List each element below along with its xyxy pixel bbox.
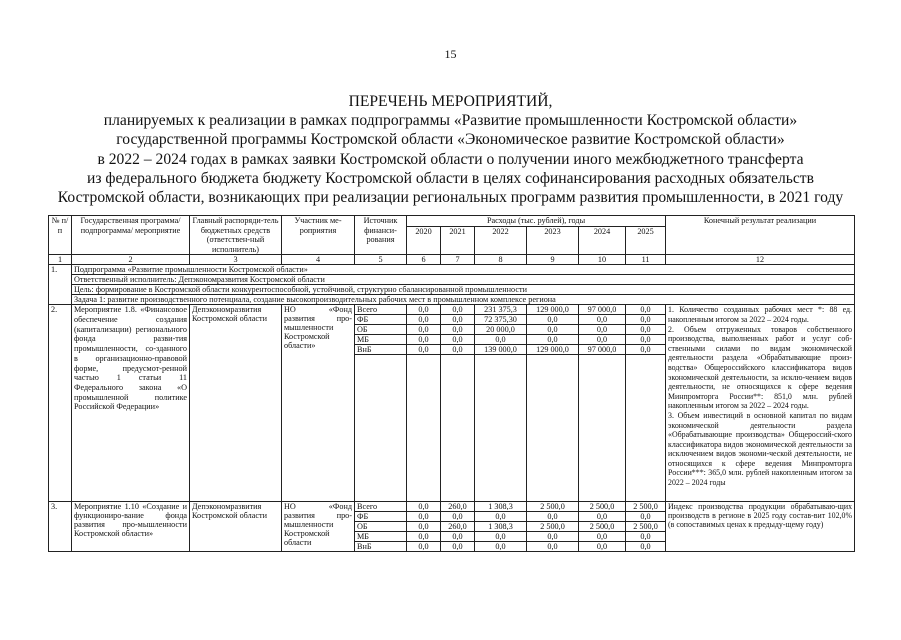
result-item: 3. Объем инвестиций в основной капитал по видам экономической деятельности раздела «Обрабатывающие производства» Общероссий-ского классификатора видов экономической деятельности за исключением видов экономи-ческой деятельности, не относящихся к сфере ведения Минпромторга России***: 365,0 млн. рублей накопленным итогом за 2022 – 2024 годы — [668, 410, 853, 488]
header-year: 2022 — [475, 227, 527, 255]
header-program: Государственная программа/ подпрограмма/ мероприятие — [72, 216, 190, 255]
title-line: Костромской области, возникающих при реализации региональных программ развития промышленности, в 2021 году — [57, 189, 844, 207]
document-title — [0, 92, 901, 207]
column-index: 2 — [72, 255, 190, 265]
finance-value: 2 500,0 — [579, 522, 626, 532]
measures-table — [48, 215, 855, 552]
column-index: 1 — [49, 255, 72, 265]
finance-source: ОБ — [355, 522, 407, 532]
finance-value: 0,0 — [441, 335, 475, 345]
finance-value: 260,0 — [441, 522, 475, 532]
row-num: 3. — [49, 502, 72, 552]
finance-value: 0,0 — [441, 345, 475, 355]
finance-value: 0,0 — [441, 532, 475, 542]
finance-value: 0,0 — [527, 512, 579, 522]
title-line: в 2022 – 2024 годах в рамках заявки Костромской области о получении иного межбюджетного трансферта — [97, 150, 804, 168]
finance-source: Всего — [355, 502, 407, 512]
finance-value: 0,0 — [626, 512, 666, 522]
header-year: 2020 — [407, 227, 441, 255]
finance-value: 2 500,0 — [527, 522, 579, 532]
finance-value: 0,0 — [626, 305, 666, 315]
finance-value: 0,0 — [579, 325, 626, 335]
column-index: 9 — [527, 255, 579, 265]
finance-value: 0,0 — [579, 512, 626, 522]
header-year: 2025 — [626, 227, 666, 255]
title-line: планируемых к реализации в рамках подпрограммы «Развитие промышленности Костромской области» — [103, 112, 798, 130]
column-index: 8 — [475, 255, 527, 265]
finance-value: 0,0 — [475, 532, 527, 542]
finance-value: 0,0 — [441, 325, 475, 335]
finance-value: 1 308,3 — [475, 502, 527, 512]
finance-value: 0,0 — [626, 532, 666, 542]
finance-value: 0,0 — [626, 325, 666, 335]
finance-value: 0,0 — [441, 315, 475, 325]
section-num: 1. — [49, 265, 72, 305]
finance-value: 0,0 — [527, 325, 579, 335]
goal-text: Цель: формирование в Костромской области конкурентоспособной, устойчивой, структурно сбалансированной промышленности — [72, 285, 855, 295]
finance-source: Всего — [355, 305, 407, 315]
table-row — [49, 502, 855, 512]
section-row — [49, 265, 855, 275]
finance-value: 0,0 — [579, 315, 626, 325]
finance-value: 0,0 — [441, 305, 475, 315]
column-index: 12 — [666, 255, 855, 265]
result-item: 2. Объем отгруженных товаров собственного производства, выполненных работ и услуг соб-ственными силами по видам экономической деятельности раздела «Обрабатывающие произ-водства» Общероссийского классификатора видов экономической деятельности, за исклю-чением видов деятельности, не относящихся к сфере ведения Минпромторга России**: 851,0 млн. рублей накопленным итогом за 2022 – 2024 годы. — [668, 324, 853, 411]
finance-value: 231 375,3 — [475, 305, 527, 315]
finance-value: 2 500,0 — [626, 502, 666, 512]
finance-value: 72 375,30 — [475, 315, 527, 325]
finance-value: 0,0 — [527, 335, 579, 345]
finance-value: 0,0 — [626, 345, 666, 355]
finance-value: 0,0 — [407, 335, 441, 345]
finance-value: 260,0 — [441, 502, 475, 512]
finance-value: 129 000,0 — [527, 305, 579, 315]
finance-value: 20 000,0 — [475, 325, 527, 335]
header-year: 2021 — [441, 227, 475, 255]
finance-source: МБ — [355, 335, 407, 345]
header-manager: Главный распоряди-тель бюджетных средств (ответствен-ный исполнитель) — [190, 216, 282, 255]
title-line: государственной программы Костромской области «Экономическое развитие Костромской области» — [116, 131, 785, 149]
finance-value: 0,0 — [407, 325, 441, 335]
finance-value: 0,0 — [407, 305, 441, 315]
column-index-row — [49, 255, 855, 265]
finance-value: 0,0 — [626, 315, 666, 325]
column-index: 3 — [190, 255, 282, 265]
finance-source: ВнБ — [355, 345, 407, 355]
finance-value: 0,0 — [527, 315, 579, 325]
finance-source: ОБ — [355, 325, 407, 335]
finance-value: 0,0 — [407, 532, 441, 542]
finance-value: 0,0 — [579, 532, 626, 542]
column-index: 10 — [579, 255, 626, 265]
result-item: 1. Количество созданных рабочих мест *: 88 ед. накопленным итогом за 2022 – 2024 годы. — [668, 305, 853, 324]
table-row — [49, 305, 855, 315]
finance-value: 0,0 — [527, 532, 579, 542]
result-item: Индекс производства продукции обрабатываю-щих производств в регионе в 2025 году состав-вит 102,0% (в сопоставимых ценах к предыду-щему году) — [668, 502, 853, 530]
finance-value: 0,0 — [407, 542, 441, 552]
measure-manager: Депэкономразвития Костромской области — [190, 502, 282, 552]
task-row — [49, 295, 855, 305]
finance-value: 0,0 — [626, 542, 666, 552]
finance-value: 139 000,0 — [475, 345, 527, 355]
column-index: 4 — [282, 255, 355, 265]
measure-result — [666, 502, 855, 552]
column-index: 11 — [626, 255, 666, 265]
measure-result — [666, 305, 855, 502]
finance-value: 0,0 — [441, 542, 475, 552]
finance-value: 0,0 — [475, 335, 527, 345]
finance-value: 0,0 — [407, 315, 441, 325]
header-num: № п/п — [49, 216, 72, 255]
finance-value: 0,0 — [626, 335, 666, 345]
measure-manager: Депэкономразвития Костромской области — [190, 305, 282, 502]
goal-row — [49, 285, 855, 295]
finance-value: 0,0 — [407, 512, 441, 522]
column-index: 7 — [441, 255, 475, 265]
finance-value: 97 000,0 — [579, 345, 626, 355]
measure-name: Мероприятие 1.10 «Создание и функциониро-вание фонда развития про-мышленности Костромской области» — [72, 502, 190, 552]
finance-value: 129 000,0 — [527, 345, 579, 355]
title-line: из федерального бюджета бюджету Костромской области в целях софинансирования расходных обязательств — [87, 169, 814, 187]
title-line: ПЕРЕЧЕНЬ МЕРОПРИЯТИЙ, — [348, 93, 553, 110]
finance-value: 97 000,0 — [579, 305, 626, 315]
finance-value: 2 500,0 — [626, 522, 666, 532]
finance-source: МБ — [355, 532, 407, 542]
finance-source: ФБ — [355, 512, 407, 522]
header-result: Конечный результат реализации — [666, 216, 855, 255]
page-number: 15 — [444, 47, 457, 61]
measure-participant: НО «Фонд развития про-мышленности Костромской области» — [282, 305, 355, 502]
finance-value: 0,0 — [407, 502, 441, 512]
finance-value: 0,0 — [475, 512, 527, 522]
subprogram-title: Подпрограмма «Развитие промышленности Костромской области» — [72, 265, 855, 275]
table-header-row — [49, 216, 855, 227]
finance-value: 0,0 — [527, 542, 579, 552]
header-expenses: Расходы (тыс. рублей), годы — [407, 216, 666, 227]
finance-value: 0,0 — [407, 522, 441, 532]
header-participant: Участник ме-роприятия — [282, 216, 355, 255]
executor-row — [49, 275, 855, 285]
header-year: 2023 — [527, 227, 579, 255]
row-num: 2. — [49, 305, 72, 502]
finance-value: 2 500,0 — [579, 502, 626, 512]
measure-participant: НО «Фонд развития про-мышленности Костромской области — [282, 502, 355, 552]
finance-value: 0,0 — [579, 542, 626, 552]
finance-value: 0,0 — [441, 512, 475, 522]
header-year: 2024 — [579, 227, 626, 255]
measure-name: Мероприятие 1.8. «Финансовое обеспечение создания (капитализации) регионального фонда разви-тия промышленности, со-зданного в организационно-правовой форме, предусмот-ренной частью 1 статьи 11 Федерального закона «О промышленной политике Российской Федерации» — [72, 305, 190, 502]
finance-value: 1 308,3 — [475, 522, 527, 532]
header-source: Источник финанси-рования — [355, 216, 407, 255]
column-index: 5 — [355, 255, 407, 265]
finance-value: 2 500,0 — [527, 502, 579, 512]
executor-text: Ответственный исполнитель: Депэкономразвития Костромской области — [72, 275, 855, 285]
task-text: Задача 1: развитие производственного потенциала, создание высокопроизводительных рабочих мест в промышленном комплексе региона — [72, 295, 855, 305]
finance-source: ВнБ — [355, 542, 407, 552]
finance-value: 0,0 — [579, 335, 626, 345]
column-index: 6 — [407, 255, 441, 265]
finance-source: ФБ — [355, 315, 407, 325]
finance-value: 0,0 — [407, 345, 441, 355]
finance-value: 0,0 — [475, 542, 527, 552]
